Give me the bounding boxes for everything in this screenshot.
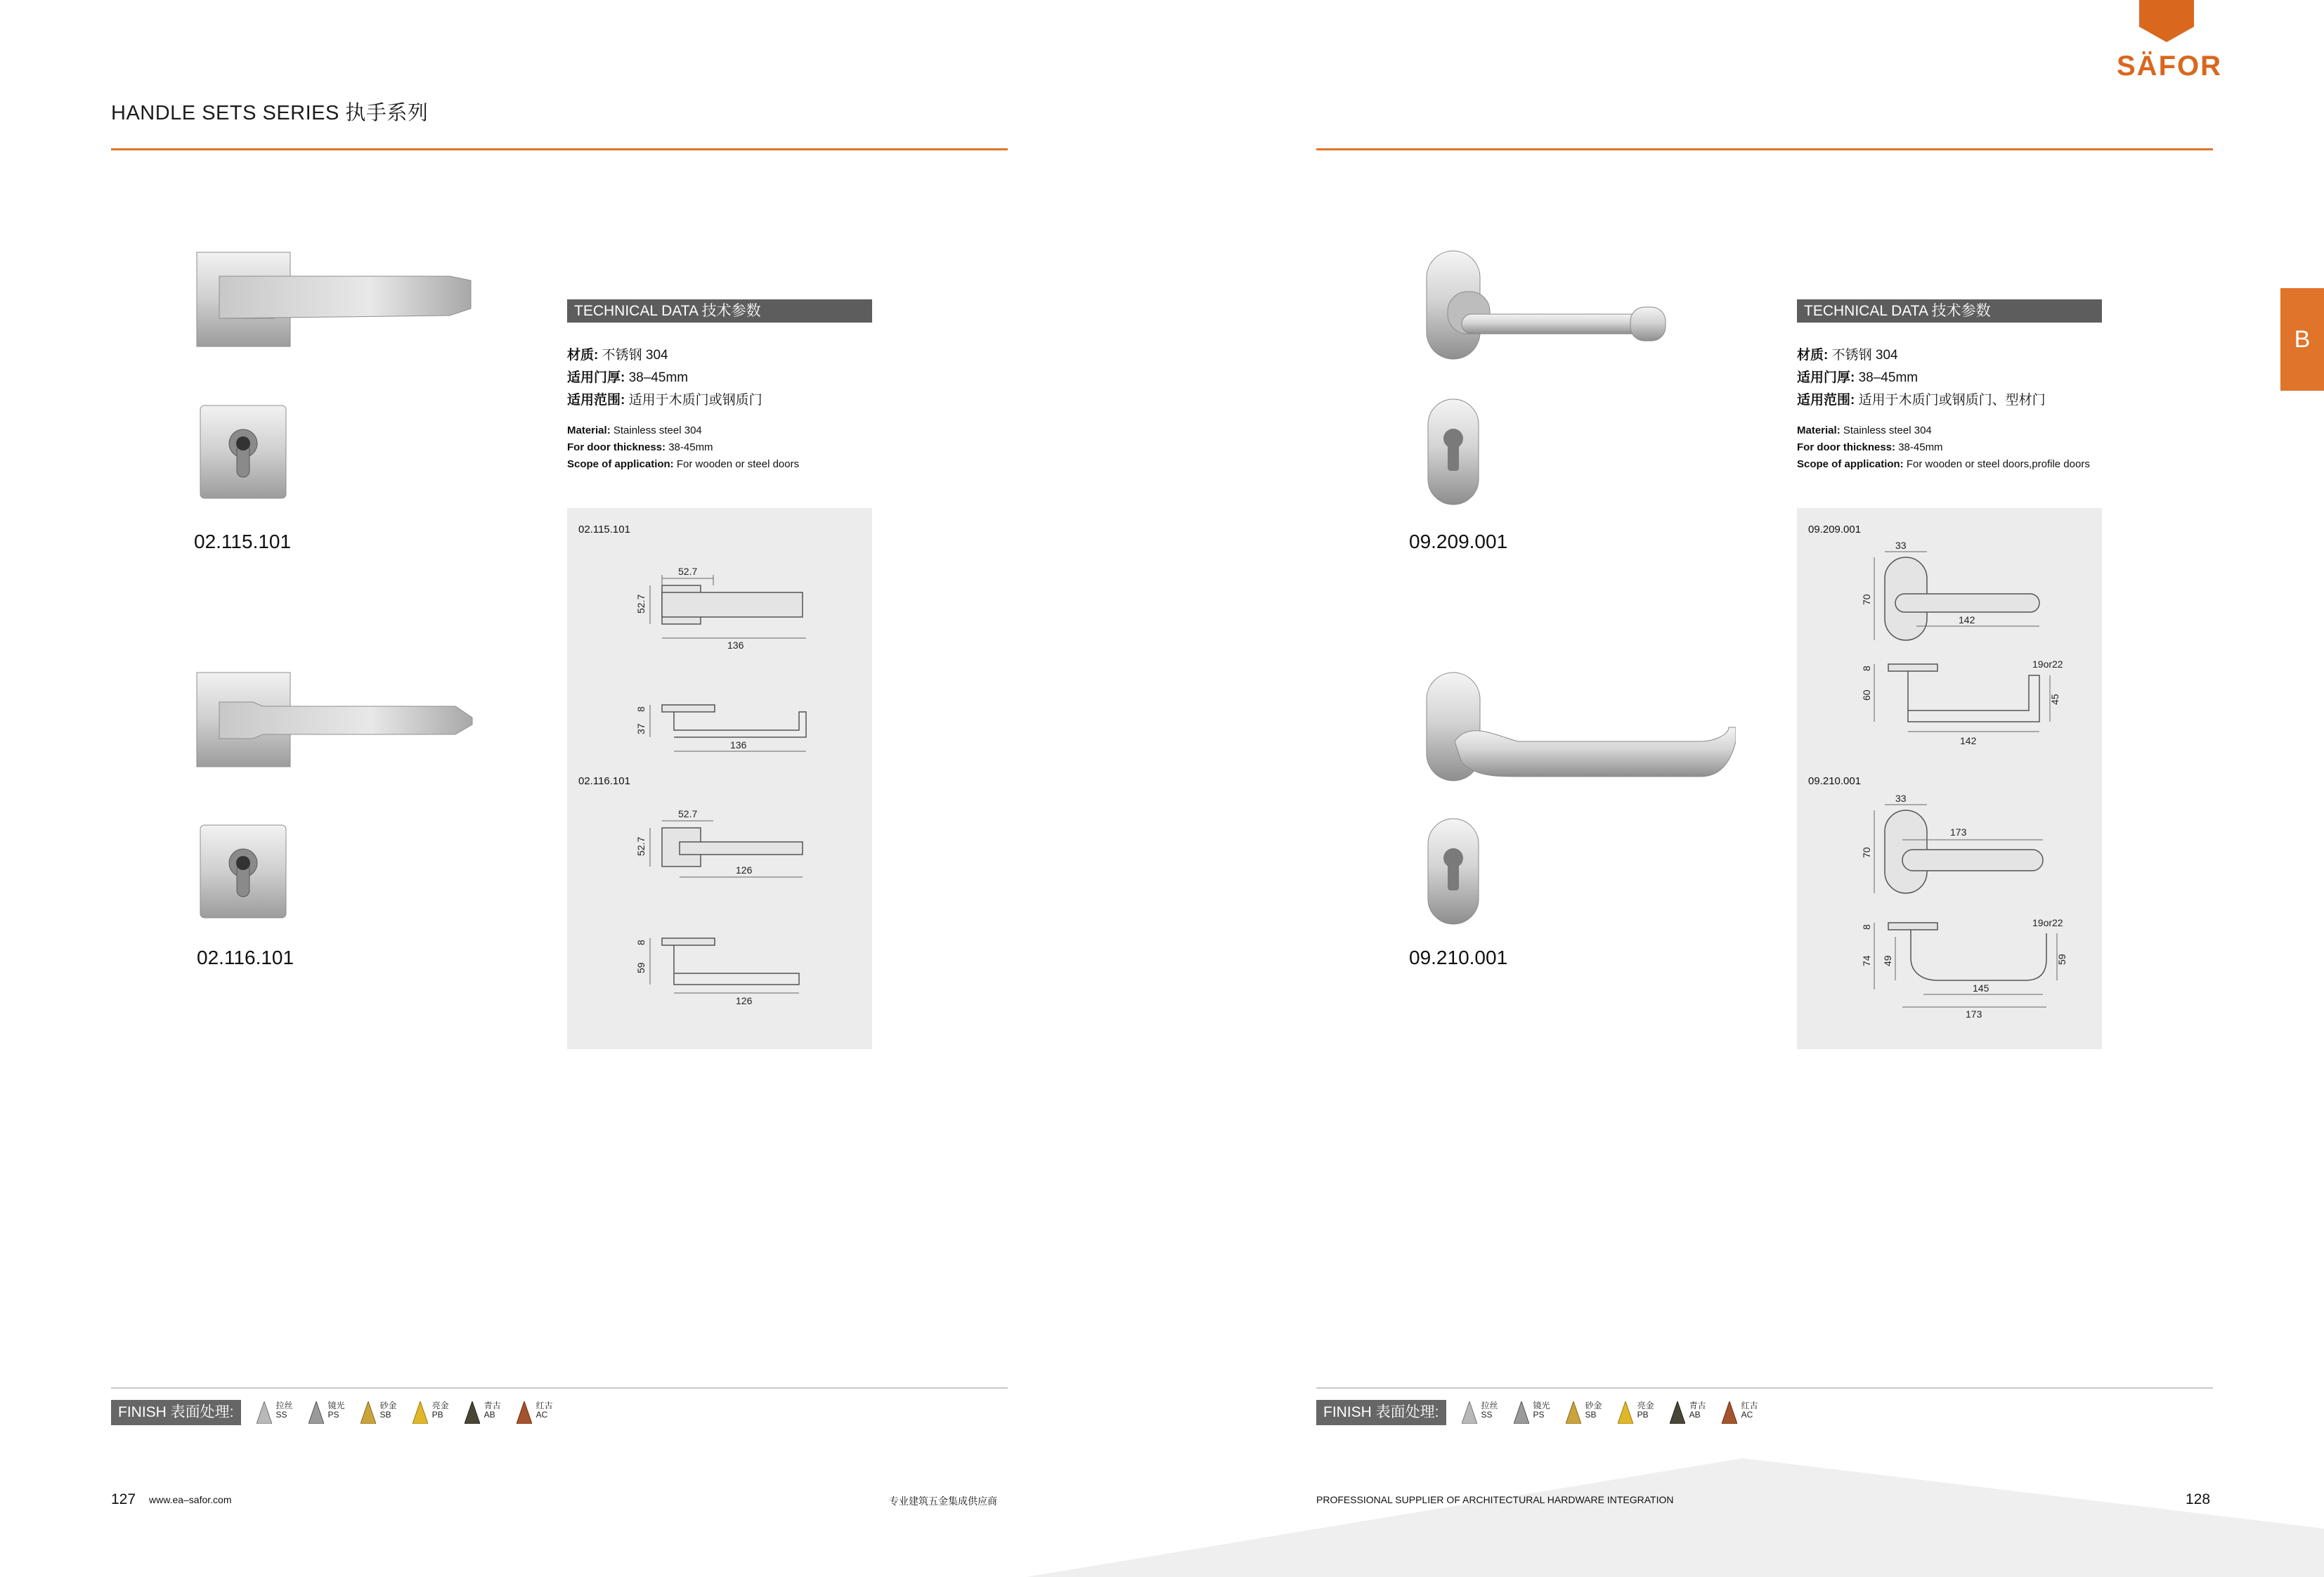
finish-item-ss: 拉丝 SS	[1462, 1401, 1498, 1424]
finish-rule-left	[111, 1387, 1008, 1389]
finish-swatch-icon	[257, 1401, 272, 1424]
finish-swatch-icon	[1670, 1401, 1685, 1424]
dim-label: 145	[1973, 982, 1989, 994]
dim-label: 70	[1861, 594, 1872, 605]
spec-en-scope: Scope of application: For wooden or steel doors	[567, 458, 800, 470]
product-code-02-116-101: 02.116.101	[197, 947, 294, 968]
dim-label: 52.7	[678, 808, 698, 819]
finish-item-sb: 砂金 SB	[361, 1401, 397, 1424]
dim-label: 49	[1882, 955, 1893, 966]
handle-image-02-115-101	[195, 249, 473, 349]
technical-data-bar: TECHNICAL DATA 技术参数	[1797, 299, 2102, 323]
finish-item-ab: 青古 AB	[465, 1401, 501, 1424]
header-rule-left	[111, 148, 1008, 150]
footer-slogan-en: PROFESSIONAL SUPPLIER OF ARCHITECTURAL HARDWARE INTEGRATION	[1316, 1494, 1674, 1505]
dim-label: 52.7	[635, 594, 647, 614]
spec-cn-list	[567, 344, 876, 412]
drawing-code: 09.209.001	[1808, 524, 1862, 536]
page-number-left: 127	[111, 1491, 136, 1507]
handle-image-09-210-001	[1420, 671, 1736, 805]
dim-label: 52.7	[635, 836, 647, 856]
technical-drawing-09-209-001	[1797, 536, 2102, 768]
drawing-panel-left	[567, 508, 872, 1049]
spec-cn-thickness: 适用门厚: 38–45mm	[567, 370, 689, 385]
finish-item-ss: 拉丝 SS	[257, 1401, 293, 1424]
finish-swatch-icon	[309, 1401, 324, 1424]
finish-item-ps: 镜光 PS	[309, 1401, 345, 1424]
spec-cn-thickness: 适用门厚: 38–45mm	[1797, 370, 1919, 385]
finish-item-ab: 青古 AB	[1670, 1401, 1706, 1424]
product-code-09-210-001: 09.210.001	[1409, 947, 1508, 968]
finish-item-ac: 红古 AC	[1722, 1401, 1758, 1424]
finish-item-pb: 亮金 PB	[1618, 1401, 1654, 1424]
spec-cn-material: 材质: 不锈钢 304	[1797, 348, 1898, 363]
handle-image-09-209-001	[1420, 249, 1673, 362]
brand-name: SÄFOR	[2117, 51, 2222, 82]
spec-cn-scope: 适用范围: 适用于木质门或钢质门、型材门	[1797, 393, 2046, 408]
finish-label: FINISH 表面处理:	[1316, 1400, 1446, 1425]
dim-label: 173	[1950, 826, 1967, 838]
dim-label: 19or22	[2032, 658, 2063, 670]
page-number-right: 128	[2186, 1491, 2211, 1507]
spec-cn-material: 材质: 不锈钢 304	[567, 348, 668, 363]
spec-en-thickness: For door thickness: 38-45mm	[567, 441, 713, 453]
escutcheon-image-09-209-001	[1427, 398, 1480, 506]
finish-item-pb: 亮金 PB	[413, 1401, 449, 1424]
dim-label: 37	[635, 723, 647, 734]
drawing-code: 02.115.101	[578, 524, 630, 536]
dim-label: 8	[635, 706, 647, 712]
dim-label: 173	[1966, 1008, 1982, 1020]
dim-label: 142	[1960, 735, 1977, 746]
product-code-02-115-101: 02.115.101	[194, 531, 292, 552]
finish-item-sb: 砂金 SB	[1566, 1401, 1602, 1424]
technical-drawing-02-116-101	[567, 789, 872, 1021]
drawing-panel-right	[1797, 508, 2102, 1049]
product-code-09-209-001: 09.209.001	[1409, 531, 1508, 552]
technical-data-bar: TECHNICAL DATA 技术参数	[567, 299, 872, 323]
dim-label: 45	[2049, 694, 2060, 705]
drawing-code: 09.210.001	[1808, 775, 1862, 787]
spec-en-scope: Scope of application: For wooden or steel doors,profile doors	[1797, 458, 2090, 470]
dim-label: 126	[736, 864, 753, 876]
finish-row-left	[111, 1400, 553, 1425]
brand-logo-icon	[2139, 0, 2194, 42]
finish-item-ps: 镜光 PS	[1514, 1401, 1550, 1424]
series-title: HANDLE SETS SERIES 执手系列	[111, 102, 429, 124]
dim-label: 74	[1861, 955, 1872, 966]
technical-drawing-09-210-001	[1797, 789, 2102, 1028]
spec-en-list	[567, 422, 876, 473]
finish-label: FINISH 表面处理:	[111, 1400, 241, 1425]
dim-label: 59	[635, 962, 647, 973]
dim-label: 8	[1861, 924, 1872, 930]
dim-label: 19or22	[2032, 917, 2063, 928]
handle-image-02-116-101	[195, 671, 475, 770]
website-link[interactable]: www.ea–safor.com	[149, 1494, 232, 1505]
dim-label: 60	[1861, 689, 1872, 701]
header-rule-right	[1316, 148, 2213, 150]
technical-drawing-02-115-101	[567, 536, 872, 768]
dim-label: 136	[727, 640, 744, 651]
escutcheon-image-09-210-001	[1427, 817, 1480, 926]
spec-cn-list	[1797, 344, 2120, 412]
dim-label: 33	[1895, 540, 1907, 551]
dim-label: 142	[1959, 614, 1975, 625]
finish-rule-right	[1316, 1387, 2213, 1389]
footer-slogan-cn: 专业建筑五金集成供应商	[889, 1495, 997, 1507]
dim-label: 59	[2056, 954, 2067, 965]
dim-label: 52.7	[678, 566, 698, 577]
finish-swatch-icon	[517, 1401, 532, 1424]
finish-swatch-icon	[1462, 1401, 1477, 1424]
dim-label: 126	[736, 995, 753, 1006]
finish-swatch-icon	[1514, 1401, 1529, 1424]
dim-label: 33	[1895, 793, 1907, 804]
finish-row-right	[1316, 1400, 1758, 1425]
drawing-code: 02.116.101	[578, 775, 630, 787]
finish-swatch-icon	[361, 1401, 376, 1424]
escutcheon-image-02-115-101	[199, 404, 287, 500]
dim-label: 8	[635, 940, 647, 945]
spec-en-thickness: For door thickness: 38-45mm	[1797, 441, 1943, 453]
decorative-background-shape	[1026, 1458, 2324, 1577]
dim-label: 70	[1861, 847, 1872, 858]
spec-cn-scope: 适用范围: 适用于木质门或钢质门	[567, 393, 762, 408]
spec-en-list	[1797, 422, 2162, 473]
dim-label: 8	[1861, 666, 1872, 671]
spec-en-material: Material: Stainless steel 304	[1797, 424, 1932, 436]
dim-label: 136	[730, 739, 747, 751]
escutcheon-image-02-116-101	[199, 824, 287, 919]
finish-swatch-icon	[413, 1401, 428, 1424]
finish-swatch-icon	[465, 1401, 480, 1424]
finish-swatch-icon	[1566, 1401, 1581, 1424]
finish-swatch-icon	[1722, 1401, 1737, 1424]
finish-swatch-icon	[1618, 1401, 1633, 1424]
spec-en-material: Material: Stainless steel 304	[567, 424, 702, 436]
finish-item-ac: 红古 AC	[517, 1401, 553, 1424]
section-tab: B	[2280, 288, 2324, 391]
